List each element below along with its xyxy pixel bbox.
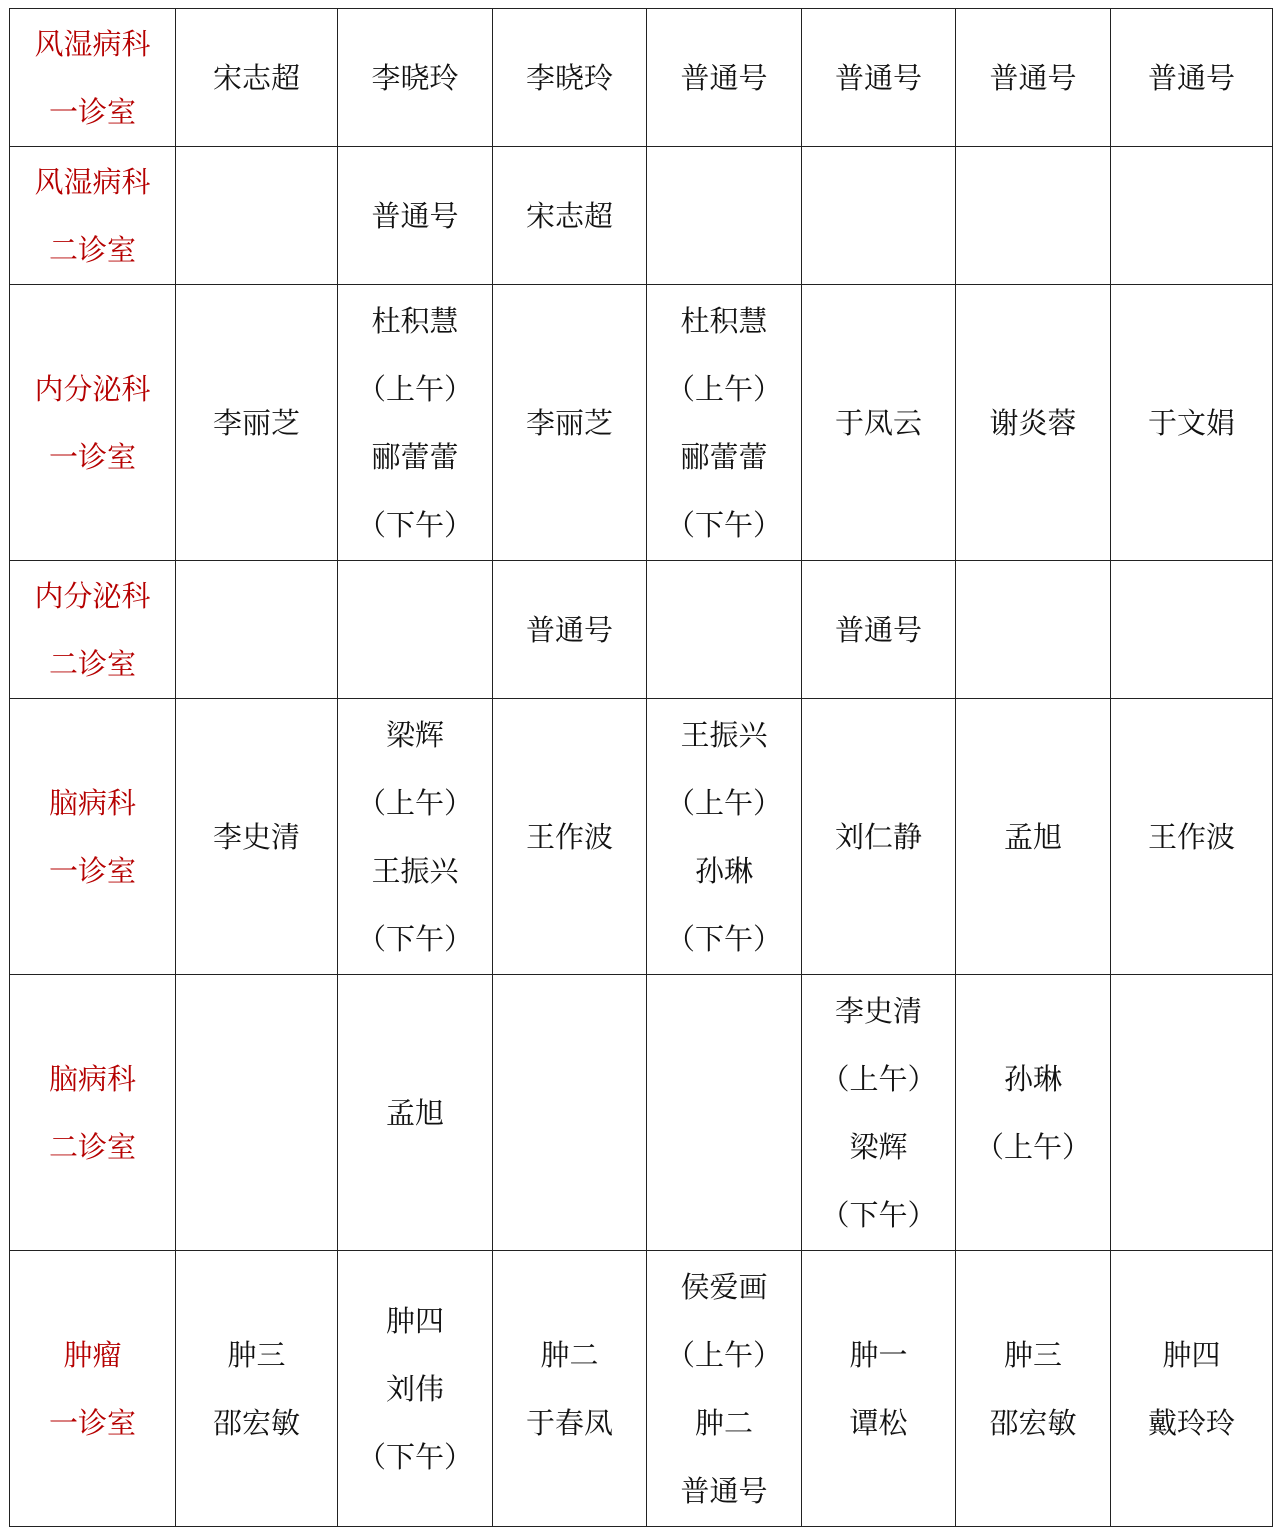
doctor-entry: 普通号 <box>525 612 613 647</box>
doctor-entry: 刘仁静 <box>834 819 922 854</box>
doctor-entry: （下午） <box>356 507 473 542</box>
schedule-cell <box>1111 561 1273 699</box>
schedule-cell <box>338 147 493 285</box>
doctor-entry: （上午） <box>665 785 782 820</box>
department-label: 二诊室 <box>48 646 136 681</box>
doctor-entry: 肿四 <box>1162 1337 1221 1372</box>
doctor-entry: 邵宏敏 <box>989 1405 1077 1440</box>
schedule-row <box>10 975 1273 1251</box>
department-label: 脑病科 <box>48 785 136 820</box>
schedule-cell <box>802 699 956 975</box>
schedule-cell <box>176 147 338 285</box>
schedule-cell <box>802 1251 956 1527</box>
doctor-entry: 肿二 <box>540 1337 599 1372</box>
schedule-cell <box>338 1251 493 1527</box>
department-label: 风湿病科 <box>34 26 151 61</box>
schedule-cell <box>647 1251 802 1527</box>
doctor-entry: 宋志超 <box>212 60 300 95</box>
schedule-cell <box>1111 1251 1273 1527</box>
doctor-entry: 孟旭 <box>1003 819 1062 854</box>
doctor-entry: 戴玲玲 <box>1147 1405 1235 1440</box>
schedule-cell <box>1111 147 1273 285</box>
doctor-entry: （下午） <box>665 507 782 542</box>
doctor-entry: 李丽芝 <box>525 405 613 440</box>
doctor-entry: 普通号 <box>834 60 922 95</box>
doctor-entry: 肿四 <box>385 1303 444 1338</box>
schedule-cell <box>956 699 1111 975</box>
doctor-entry: 谭松 <box>849 1405 908 1440</box>
doctor-entry: 普通号 <box>834 612 922 647</box>
doctor-entry: 肿三 <box>1003 1337 1062 1372</box>
schedule-cell <box>338 9 493 147</box>
doctor-entry: 普通号 <box>371 198 459 233</box>
doctor-entry: （上午） <box>356 785 473 820</box>
schedule-cell <box>647 975 802 1251</box>
doctor-entry: 普通号 <box>1147 60 1235 95</box>
department-label: 一诊室 <box>48 1405 136 1440</box>
schedule-row <box>10 561 1273 699</box>
doctor-entry: 李丽芝 <box>212 405 300 440</box>
doctor-entry: 李晓玲 <box>525 60 613 95</box>
doctor-entry: 郦蕾蕾 <box>371 439 459 474</box>
doctor-entry: 王作波 <box>525 819 613 854</box>
schedule-row <box>10 699 1273 975</box>
doctor-entry: 于春凤 <box>525 1405 613 1440</box>
doctor-entry: 肿二 <box>694 1405 753 1440</box>
schedule-cell <box>493 285 647 561</box>
department-label: 一诊室 <box>48 853 136 888</box>
doctor-entry: 于凤云 <box>834 405 922 440</box>
schedule-cell <box>802 975 956 1251</box>
doctor-entry: 肿三 <box>227 1337 286 1372</box>
schedule-cell <box>176 975 338 1251</box>
doctor-entry: 王振兴 <box>680 717 768 752</box>
schedule-cell <box>338 975 493 1251</box>
schedule-cell <box>802 285 956 561</box>
schedule-cell <box>338 699 493 975</box>
doctor-entry: （下午） <box>356 1439 473 1474</box>
department-cell <box>10 975 176 1251</box>
schedule-cell <box>1111 975 1273 1251</box>
doctor-entry: 邵宏敏 <box>212 1405 300 1440</box>
schedule-cell <box>956 285 1111 561</box>
doctor-entry: 王作波 <box>1147 819 1235 854</box>
doctor-entry: 谢炎蓉 <box>989 405 1077 440</box>
doctor-entry: 李史清 <box>834 993 922 1028</box>
schedule-cell <box>493 975 647 1251</box>
schedule-row <box>10 1251 1273 1527</box>
schedule-cell <box>493 561 647 699</box>
doctor-entry: 杜积慧 <box>371 303 459 338</box>
department-label: 脑病科 <box>48 1061 136 1096</box>
department-label: 内分泌科 <box>34 371 151 406</box>
schedule-cell <box>647 699 802 975</box>
schedule-cell <box>493 1251 647 1527</box>
doctor-entry: 王振兴 <box>371 853 459 888</box>
doctor-entry: 梁辉 <box>849 1129 908 1164</box>
department-cell <box>10 147 176 285</box>
schedule-cell <box>956 975 1111 1251</box>
doctor-entry: （上午） <box>820 1061 937 1096</box>
schedule-cell <box>802 147 956 285</box>
doctor-entry: 孙琳 <box>694 853 753 888</box>
department-cell <box>10 699 176 975</box>
department-label: 肿瘤 <box>63 1337 122 1372</box>
schedule-cell <box>802 561 956 699</box>
schedule-cell <box>493 147 647 285</box>
schedule-cell <box>176 1251 338 1527</box>
schedule-cell <box>1111 285 1273 561</box>
schedule-cell <box>647 147 802 285</box>
schedule-cell <box>802 9 956 147</box>
schedule-cell <box>176 561 338 699</box>
schedule-cell <box>956 9 1111 147</box>
department-label: 二诊室 <box>48 1129 136 1164</box>
doctor-entry: 孟旭 <box>385 1095 444 1130</box>
doctor-entry: 孙琳 <box>1003 1061 1062 1096</box>
schedule-cell <box>956 1251 1111 1527</box>
doctor-entry: 宋志超 <box>525 198 613 233</box>
doctor-entry: 普通号 <box>989 60 1077 95</box>
schedule-row <box>10 285 1273 561</box>
schedule-cell <box>647 561 802 699</box>
schedule-row <box>10 147 1273 285</box>
doctor-entry: （上午） <box>665 1337 782 1372</box>
doctor-entry: 于文娟 <box>1147 405 1235 440</box>
doctor-entry: 梁辉 <box>385 717 444 752</box>
doctor-entry: （上午） <box>974 1129 1091 1164</box>
department-cell <box>10 9 176 147</box>
schedule-cell <box>956 147 1111 285</box>
schedule-cell <box>493 699 647 975</box>
department-cell <box>10 285 176 561</box>
schedule-cell <box>338 285 493 561</box>
schedule-cell <box>956 561 1111 699</box>
schedule-cell <box>176 699 338 975</box>
department-cell <box>10 1251 176 1527</box>
schedule-cell <box>493 9 647 147</box>
department-label: 内分泌科 <box>34 578 151 613</box>
doctor-entry: 普通号 <box>680 1473 768 1508</box>
department-label: 一诊室 <box>48 439 136 474</box>
department-cell <box>10 561 176 699</box>
doctor-entry: 肿一 <box>849 1337 908 1372</box>
doctor-entry: （下午） <box>356 921 473 956</box>
doctor-entry: （下午） <box>665 921 782 956</box>
doctor-entry: 普通号 <box>680 60 768 95</box>
doctor-entry: （下午） <box>820 1197 937 1232</box>
clinic-schedule-table <box>9 8 1273 1527</box>
schedule-cell <box>647 9 802 147</box>
schedule-cell <box>176 285 338 561</box>
department-label: 一诊室 <box>48 94 136 129</box>
doctor-entry: （上午） <box>665 371 782 406</box>
doctor-entry: 李史清 <box>212 819 300 854</box>
schedule-cell <box>1111 9 1273 147</box>
schedule-cell <box>1111 699 1273 975</box>
doctor-entry: 刘伟 <box>385 1371 444 1406</box>
schedule-cell <box>338 561 493 699</box>
schedule-row <box>10 9 1273 147</box>
department-label: 风湿病科 <box>34 164 151 199</box>
department-label: 二诊室 <box>48 232 136 267</box>
doctor-entry: 杜积慧 <box>680 303 768 338</box>
doctor-entry: 侯爱画 <box>680 1269 768 1304</box>
schedule-cell <box>647 285 802 561</box>
doctor-entry: 李晓玲 <box>371 60 459 95</box>
schedule-cell <box>176 9 338 147</box>
doctor-entry: 郦蕾蕾 <box>680 439 768 474</box>
doctor-entry: （上午） <box>356 371 473 406</box>
